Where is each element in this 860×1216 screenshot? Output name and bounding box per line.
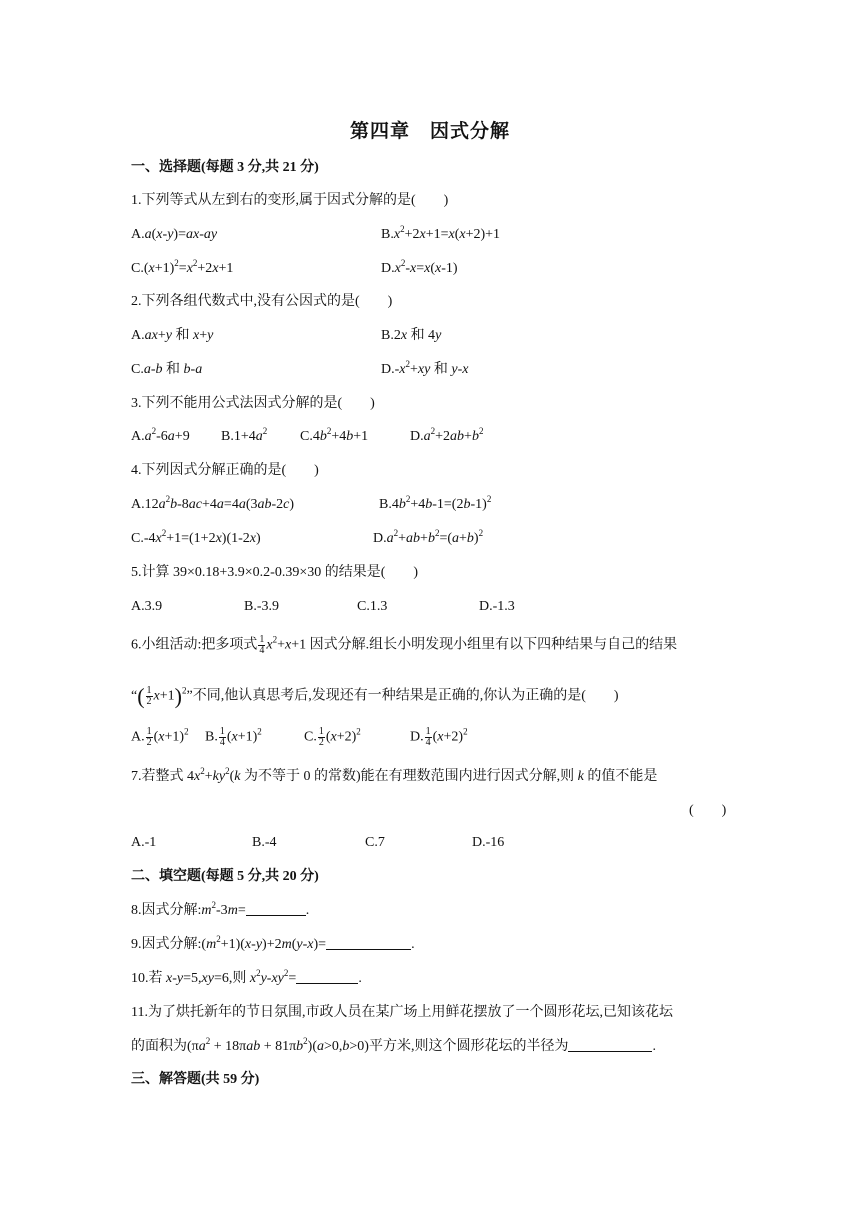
- q7-option-b: B.-4: [252, 835, 277, 850]
- q2-option-b: B.2x 和 4y: [381, 328, 442, 343]
- q9-answer-blank[interactable]: [326, 935, 411, 950]
- q7-option-c: C.7: [365, 835, 385, 850]
- section-answer-heading: 三、解答题(共 59 分): [131, 1072, 260, 1087]
- question-8: 8.因式分解$:m^2-3m=$ .: [131, 900, 310, 918]
- q5-option-c: C.1.3: [357, 599, 388, 614]
- q10-answer-blank[interactable]: [296, 969, 358, 984]
- q3-option-d: $D.a^2+2ab+b^2$: [410, 426, 484, 444]
- q8-answer-blank[interactable]: [246, 901, 306, 916]
- chapter-title: 第四章 因式分解: [349, 121, 510, 142]
- q3-option-a: $A.a^2-6a+9$: [131, 426, 190, 444]
- q4-option-b: $B.4b^2+4b-1=(2b-1)^2$: [379, 494, 492, 512]
- question-3-stem: 3.下列不能用公式法因式分解的是( ): [131, 396, 375, 411]
- question-11-line2: 的面积为$(\pi a^2 + 18\pi ab + 81\pi b^2)(a>0,b>0)$平方米,则这个圆形花坛的半径为 .: [131, 1036, 656, 1054]
- q11-answer-blank[interactable]: [568, 1037, 652, 1052]
- q4-option-c: $C.-4x^2+1=(1+2x)(1-2x)$: [131, 528, 261, 546]
- q2-option-d: $D.-x^2+xy$ 和 y-x: [381, 359, 469, 377]
- question-1-stem: 1.下列等式从左到右的变形,属于因式分解的是( ): [131, 193, 449, 208]
- q1-option-b: $B.x^2+2x+1=x(x+2)+1$: [381, 224, 501, 242]
- q6-option-b: B. $\frac{1}{4}$ $(x+1)^2$: [205, 726, 262, 748]
- question-7-stem: 7.若整式 $4x^2+ky^2(k$ 为不等于 0 的常数)能在有理数范围内进行因式分解,则 k 的值不能是: [131, 766, 658, 784]
- q1-option-d: $D.x^2-x=x(x-1)$: [381, 258, 458, 276]
- question-4-stem: 4.下列因式分解正确的是( ): [131, 463, 319, 478]
- q7-answer-paren: ( ): [689, 803, 727, 818]
- q4-option-d: $D.a^2+ab+b^2=(a+b)^2$: [373, 528, 484, 546]
- question-10: 10.若 x-y=5,xy=6,则 $x^2y-xy^2=$ .: [131, 968, 362, 986]
- q5-option-a: A.3.9: [131, 599, 163, 614]
- q2-option-a: A.ax+y 和 x+y: [131, 328, 214, 343]
- q4-option-a: $A.12a^2b-8ac+4a=4a(3ab-2c)$: [131, 494, 295, 512]
- question-6-stem-line1: 6.小组活动:把多项式 $\frac{1}{4}$ $x^2+x+1$ 因式分解.组长小明发现小组里有以下四种结果与自己的结果: [131, 634, 678, 656]
- q6-option-a: A. $\frac{1}{2}$ $(x+1)^2$: [131, 726, 189, 748]
- q5-option-b: B.-3.9: [244, 599, 279, 614]
- question-6-stem-line2: “( $\frac{1}{2}$ x+1)$^2$”不同,他认真思考后,发现还有一种结果是正确的,你认为正确的是( ): [131, 683, 619, 709]
- question-9: 9.因式分解$:(m^2+1)(x-y)+2m(y-x)=$ .: [131, 934, 415, 952]
- q3-option-c: $C.4b^2+4b+1$: [300, 426, 369, 444]
- question-2-stem: 2.下列各组代数式中,没有公因式的是( ): [131, 294, 393, 309]
- q1-option-a: A.a(x-y)=ax-ay: [131, 227, 218, 242]
- question-11-line1: 11.为了烘托新年的节日氛围,市政人员在某广场上用鲜花摆放了一个圆形花坛,已知该花坛: [131, 1005, 673, 1020]
- q3-option-b: $B.1+4a^2$: [221, 426, 268, 444]
- question-5-stem: 5.计算 39×0.18+3.9×0.2-0.39×30 的结果是( ): [131, 565, 419, 580]
- section-choice-heading: 一、选择题(每题 3 分,共 21 分): [131, 160, 319, 175]
- q6-option-d: D. $\frac{1}{4}$ $(x+2)^2$: [410, 726, 468, 748]
- q5-option-d: D.-1.3: [479, 599, 515, 614]
- q6-option-c: C. $\frac{1}{2}$ $(x+2)^2$: [304, 726, 361, 748]
- section-fill-heading: 二、填空题(每题 5 分,共 20 分): [131, 869, 319, 884]
- q2-option-c: C.a-b 和 b-a: [131, 362, 203, 377]
- q7-option-a: A.-1: [131, 835, 157, 850]
- q7-option-d: D.-16: [472, 835, 505, 850]
- q1-option-c: $C.(x+1)^2=x^2+2x+1$: [131, 258, 234, 276]
